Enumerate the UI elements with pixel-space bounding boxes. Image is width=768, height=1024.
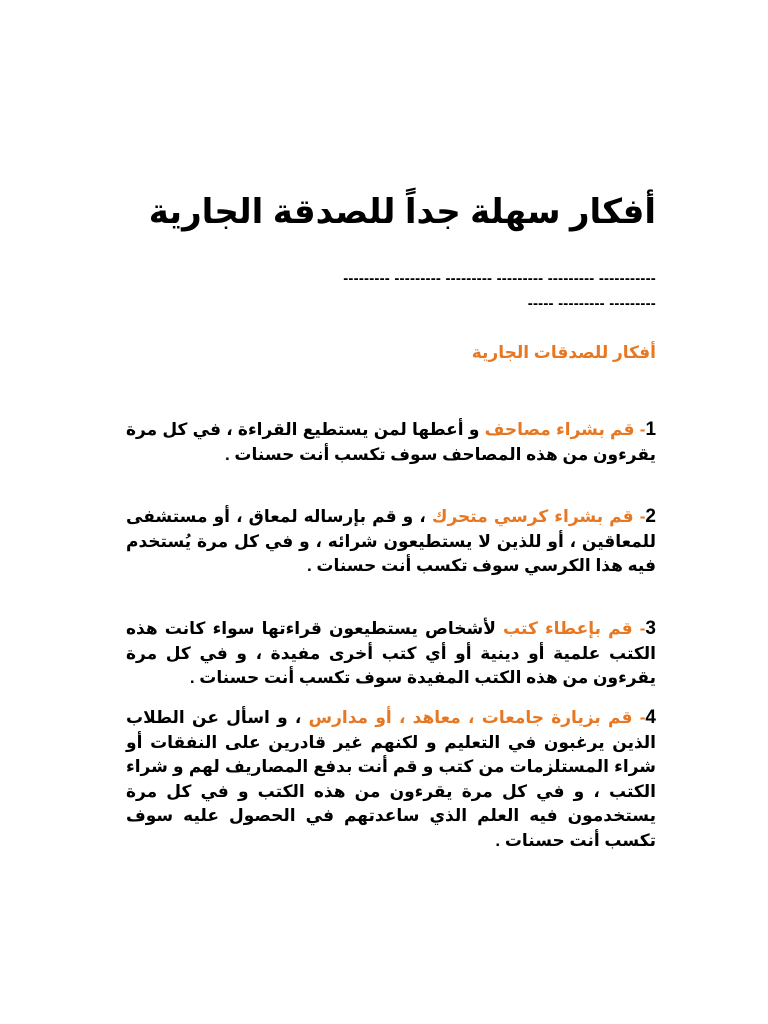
item-text: ، و قم بإرساله لمعاق ، أو مستشفى للمعاقين ، أو للذين لا يستطيعون شرائه ، و في كل مرة يُستخدم فيه هذا الكرسي سوف تكسب أنت حسنات . bbox=[126, 507, 656, 575]
item-dash: - bbox=[632, 619, 646, 638]
item-number: 2 bbox=[645, 506, 656, 527]
item-dash: - bbox=[634, 420, 646, 439]
item-number: 4 bbox=[645, 707, 656, 728]
item-dash: - bbox=[632, 708, 646, 727]
item-highlight: قم بإعطاء كتب bbox=[503, 619, 633, 638]
item-text: و أعطها لمن يستطيع القراءة ، في كل مرة يقرءون من هذه المصاحف سوف تكسب أنت حسنات . bbox=[126, 420, 656, 464]
item-number: 1 bbox=[645, 419, 657, 440]
item-highlight: قم بشراء مصاحف bbox=[484, 420, 635, 439]
list-item-1 bbox=[126, 418, 656, 467]
separator-line-1: --------- --------- --------- --------- --------- ----------- bbox=[343, 270, 656, 287]
list-item-4 bbox=[126, 706, 656, 853]
list-item-3 bbox=[126, 617, 656, 691]
list-item-2 bbox=[126, 505, 656, 579]
separator-line-2: ----- --------- --------- bbox=[527, 295, 656, 312]
separator bbox=[136, 266, 656, 316]
document-title: أفكار سهلة جداً للصدقة الجارية bbox=[148, 193, 656, 231]
item-highlight: قم بزيارة جامعات ، معاهد ، أو مدارس bbox=[308, 708, 633, 727]
item-highlight: قم بشراء كرسي متحرك bbox=[431, 507, 634, 526]
item-dash: - bbox=[633, 507, 646, 526]
item-text: ، و اسأل عن الطلاب الذين يرغبون في التعليم و لكنهم غير قادرين على النفقات أو شراء المستلزمات من كتب و قم أنت بدفع المصاريف لهم و شراء الكتب ، و في كل مرة يقرءون من هذه الكتب و في كل مرة يستخدمون فيه العلم الذي ساعدتهم في الحصول عليه سوف تكسب أنت حسنات . bbox=[126, 708, 656, 850]
item-text: لأشخاص يستطيعون قراءتها سواء كانت هذه الكتب علمية أو دينية أو أي كتب أخرى مفيدة ، و في كل مرة يقرءون من هذه الكتب المفيدة سوف تكسب أنت حسنات . bbox=[126, 619, 656, 687]
item-number: 3 bbox=[645, 618, 656, 639]
section-subtitle: أفكار للصدقات الجارية bbox=[471, 343, 656, 362]
